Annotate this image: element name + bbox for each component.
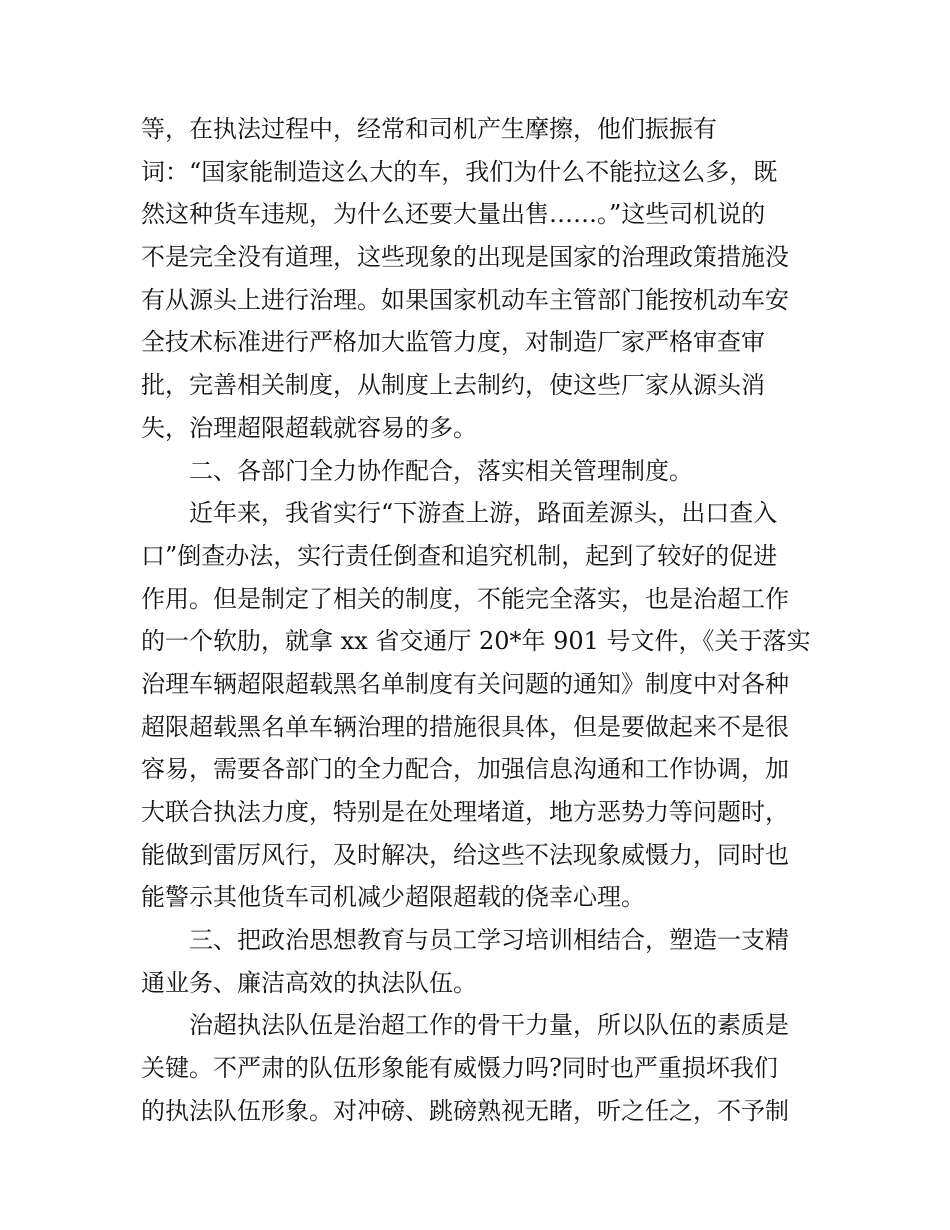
text-line: 有从源头上进行治理。如果国家机动车主管部门能按机动车安: [141, 285, 789, 314]
text-line: 近年来，我省实行“下游查上游，路面差源头，出口查入: [189, 499, 778, 528]
text-line: 作用。但是制定了相关的制度，不能完全落实，也是治超工作: [141, 584, 789, 613]
text-line: 全技术标准进行严格加大监管力度，对制造厂家严格审查审: [141, 328, 765, 357]
section-heading-continued: 通业务、廉洁高效的执法队伍。: [141, 968, 477, 997]
section-heading: 三、把政治思想教育与员工学习培训相结合，塑造一支精: [189, 926, 789, 955]
text-line: 失，治理超限超载就容易的多。: [141, 413, 477, 442]
text-line: 然这种货车违规，为什么还要大量出售……。”这些司机说的: [141, 200, 766, 229]
text-line: 词：“国家能制造这么大的车，我们为什么不能拉这么多，既: [141, 157, 778, 186]
text-line: 等，在执法过程中，经常和司机产生摩擦，他们振振有: [141, 115, 717, 143]
text-line: 口”倒查办法，实行责任倒查和追究机制，起到了较好的促进: [141, 541, 778, 570]
text-line: 大联合执法力度，特别是在处理堵道，地方恶势力等问题时，: [141, 798, 789, 826]
text-line: 不是完全没有道理，这些现象的出现是国家的治理政策措施没: [141, 243, 789, 272]
text-line: 关键。不严肃的队伍形象能有威慑力吗?同时也严重损坏我们: [141, 1054, 778, 1083]
text-line: 超限超载黑名单车辆治理的措施很具体，但是要做起来不是很: [141, 712, 789, 741]
text-line: 批，完善相关制度，从制度上去制约，使这些厂家从源头消: [141, 371, 765, 400]
section-heading: 二、各部门全力协作配合，落实相关管理制度。: [189, 456, 693, 485]
text-line: 治超执法队伍是治超工作的骨干力量，所以队伍的素质是: [189, 1011, 789, 1040]
text-line: 能做到雷厉风行，及时解决，给这些不法现象威慑力，同时也: [141, 840, 789, 869]
text-line: 能警示其他货车司机减少超限超载的侥幸心理。: [141, 883, 645, 912]
text-line: 的执法队伍形象。对冲磅、跳磅熟视无睹，听之任之，不予制: [141, 1096, 789, 1125]
text-line: 容易，需要各部门的全力配合，加强信息沟通和工作协调，加: [141, 755, 789, 784]
body-text: [141, 108, 831, 1133]
text-line: 的一个软肋，就拿 xx 省交通厅 20*年 901 号文件，《关于落实: [141, 627, 811, 656]
text-line: 治理车辆超限超载黑名单制度有关问题的通知》制度中对各种: [141, 669, 789, 698]
